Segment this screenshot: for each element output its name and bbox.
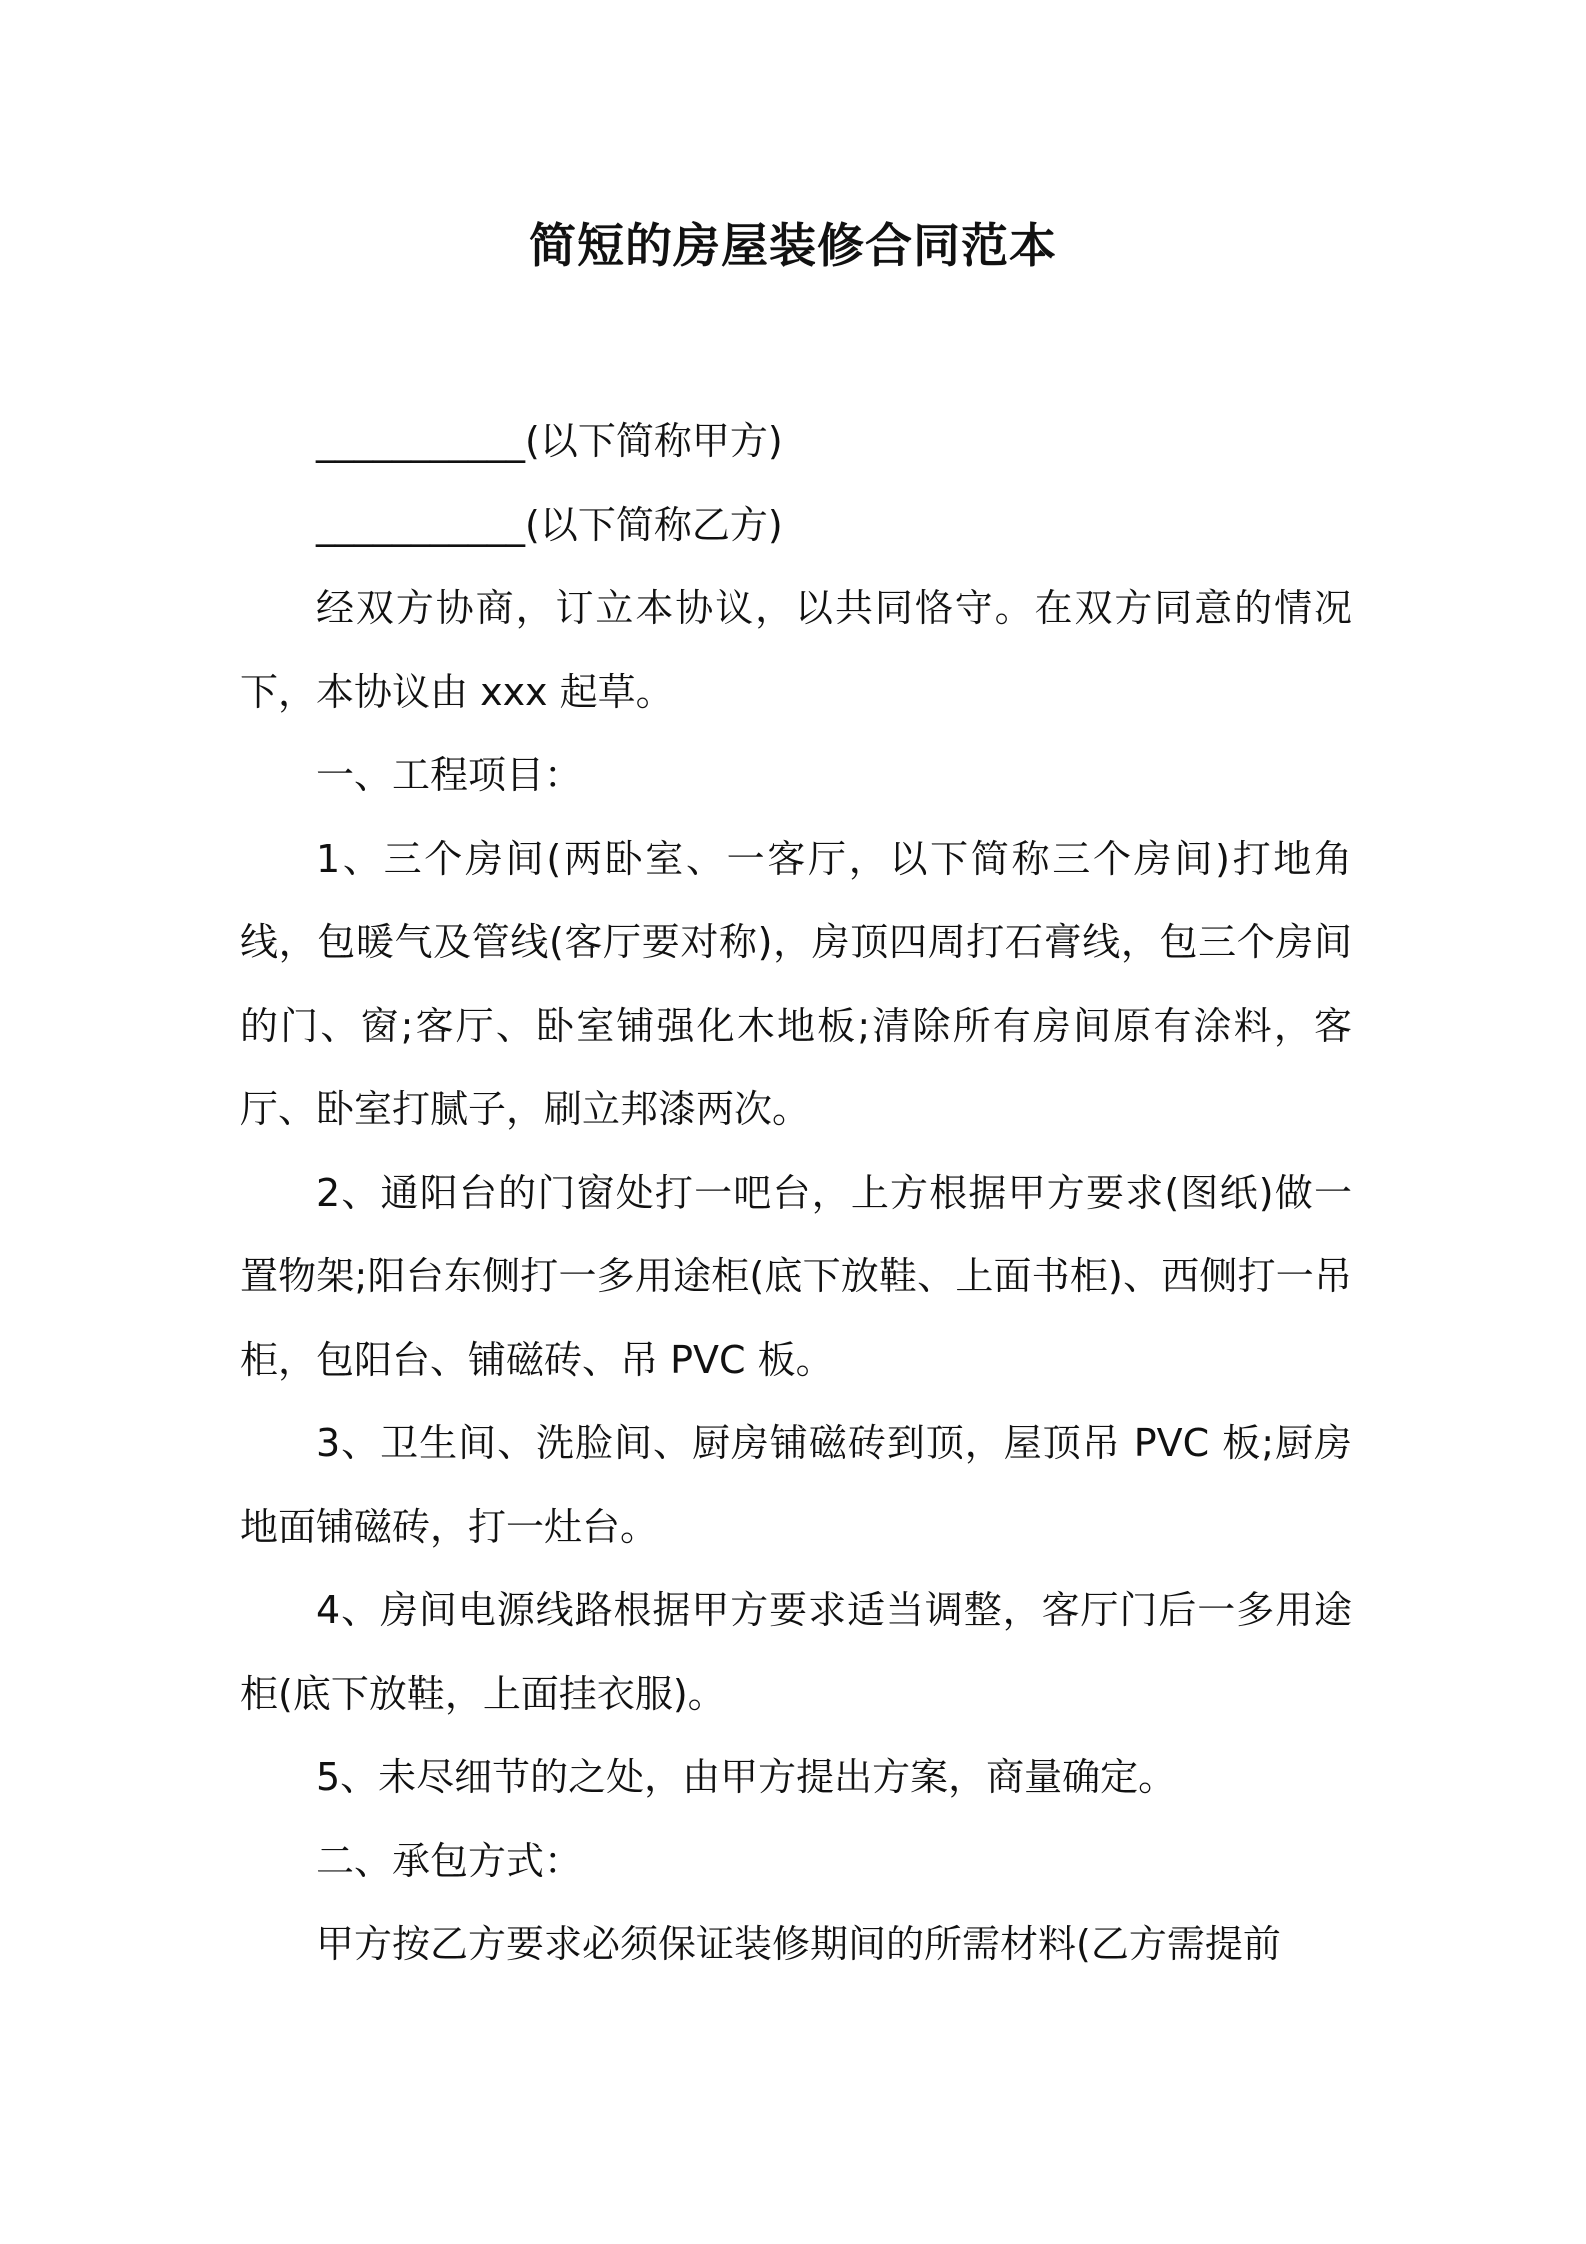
clause-2: 2、通阳台的门窗处打一吧台，上方根据甲方要求(图纸)做一置物架;阳台东侧打一多用途柜(底下放鞋、上面书柜)、西侧打一吊柜，包阳台、铺磁砖、吊 PVC 板。	[240, 1170, 1352, 1382]
intro-paragraph: 经双方协商，订立本协议，以共同恪守。在双方同意的情况下，本协议由 xxx 起草。	[240, 586, 1352, 714]
clause-4: 4、房间电源线路根据甲方要求适当调整，客厅门后一多用途柜(底下放鞋，上面挂衣服)。	[240, 1588, 1352, 1716]
party-b-line: ___________(以下简称乙方)	[316, 502, 783, 547]
party-a-line: ___________(以下简称甲方)	[316, 419, 783, 463]
section-heading-projects: 一、工程项目：	[316, 753, 583, 797]
contract-method-paragraph: 甲方按乙方要求必须保证装修期间的所需材料(乙方需提前	[316, 1922, 1281, 1966]
clause-5: 5、未尽细节的之处，由甲方提出方案，商量确定。	[316, 1755, 1177, 1799]
clause-3: 3、卫生间、洗脸间、厨房铺磁砖到顶，屋顶吊 PVC 板;厨房地面铺磁砖，打一灶台。	[240, 1421, 1352, 1549]
document-body	[240, 400, 1352, 1987]
document-title: 简短的房屋装修合同范本	[529, 219, 1057, 274]
section-heading-contract-method: 二、承包方式：	[316, 1838, 583, 1883]
clause-1: 1、三个房间(两卧室、一客厅，以下简称三个房间)打地角线，包暖气及管线(客厅要对称)，房顶四周打石膏线，包三个房间的门、窗;客厅、卧室铺强化木地板;清除所有房间原有涂料，客厅、卧室打腻子，刷立邦漆两次。	[240, 836, 1352, 1131]
